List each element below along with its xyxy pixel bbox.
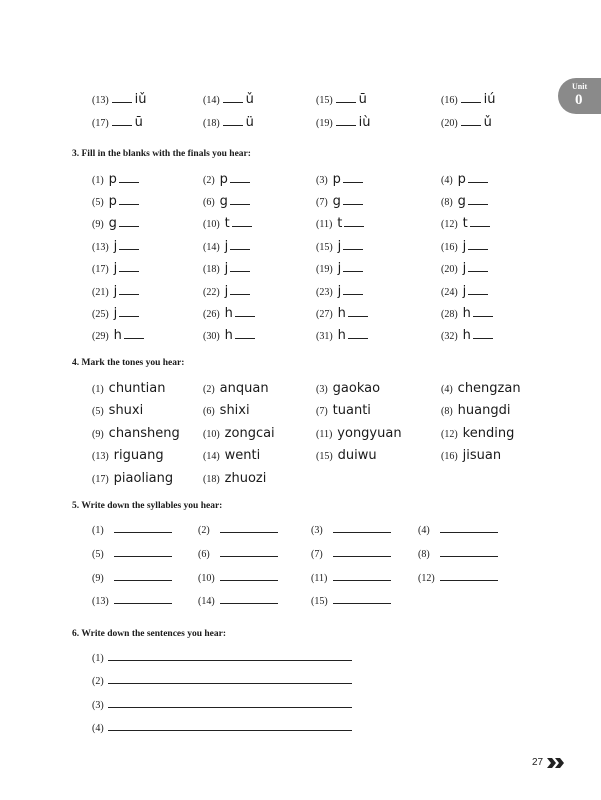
answer-item [441,115,492,131]
item-number: (22) [203,287,220,298]
fill-item [316,172,363,188]
item-initial: p [108,194,117,209]
item-number: (13) [92,451,109,462]
answer-line[interactable] [114,580,172,581]
section-5-heading: 5. Write down the syllables you hear: [72,501,223,511]
fill-item [203,194,250,210]
fill-item [203,306,255,322]
item-number: (9) [92,429,104,440]
item-pinyin: piaoliang [113,471,174,486]
answer-blank[interactable] [230,249,250,250]
item-number: (5) [92,406,104,417]
tone-item[interactable] [203,426,275,442]
fill-item [203,239,250,255]
item-number: (31) [316,331,333,342]
item-number: (17) [92,118,109,129]
item-number: (14) [203,242,220,253]
answer-blank[interactable] [232,226,252,227]
unit-number: 0 [575,92,583,108]
answer-line[interactable] [220,603,278,604]
sentence-item [92,697,352,713]
answer-blank[interactable] [336,102,356,103]
item-pinyin: zongcai [224,426,275,441]
item-initial: j [113,261,118,276]
fill-item [441,328,493,344]
answer-line[interactable] [220,556,278,557]
item-number: (7) [311,549,323,560]
item-number: (29) [92,331,109,342]
fill-item [316,306,368,322]
item-number: (15) [316,451,333,462]
answer-blank[interactable] [343,182,363,183]
item-initial: j [113,306,118,321]
item-number: (28) [441,309,458,320]
answer-item [92,92,147,108]
tone-item[interactable] [92,403,143,419]
item-initial: j [462,284,467,299]
answer-blank[interactable] [112,102,132,103]
item-initial: j [337,261,342,276]
item-final: iù [358,115,371,130]
answer-item [441,92,496,108]
item-number: (11) [316,219,333,230]
item-number: (12) [441,219,458,230]
tone-item[interactable] [92,471,173,487]
fill-item [441,284,488,300]
item-number: (2) [203,175,215,186]
answer-blank[interactable] [119,204,139,205]
tone-item[interactable] [92,448,164,464]
item-initial: g [457,194,466,209]
answer-blank[interactable] [235,338,255,339]
item-final: ǔ [483,115,492,130]
tone-item[interactable] [316,448,377,464]
section-4-heading: 4. Mark the tones you hear: [72,358,185,368]
item-initial: j [462,261,467,276]
answer-blank[interactable] [223,125,243,126]
item-final: ü [245,115,254,130]
item-number: (10) [203,429,220,440]
item-number: (15) [311,596,328,607]
item-number: (14) [203,95,220,106]
answer-line[interactable] [440,556,498,557]
fill-item [92,194,139,210]
syllable-item [311,593,391,609]
item-initial: g [108,216,117,231]
item-initial: j [224,239,229,254]
item-number: (16) [441,451,458,462]
item-final: ū [358,92,367,107]
fill-item [203,328,255,344]
fill-item [92,284,139,300]
answer-blank[interactable] [124,338,144,339]
section-6-heading: 6. Write down the sentences you hear: [72,629,227,639]
item-number: (10) [203,219,220,230]
answer-blank[interactable] [344,226,364,227]
fill-item [316,261,363,277]
answer-blank[interactable] [223,102,243,103]
answer-blank[interactable] [119,271,139,272]
item-number: (4) [441,384,453,395]
tone-item[interactable] [316,426,402,442]
item-number: (30) [203,331,220,342]
item-pinyin: shuxi [108,403,144,418]
item-number: (2) [203,384,215,395]
item-pinyin: huangdi [457,403,511,418]
answer-line[interactable] [333,556,391,557]
item-pinyin: zhuozi [224,471,267,486]
item-pinyin: shixi [219,403,250,418]
tone-item[interactable] [441,448,501,464]
page-number: 27 [532,757,544,768]
item-number: (6) [203,406,215,417]
item-number: (19) [316,118,333,129]
answer-item [316,92,367,108]
item-number: (2) [92,676,104,687]
item-initial: p [332,172,341,187]
fill-item [441,194,488,210]
item-number: (24) [441,287,458,298]
item-number: (17) [92,474,109,485]
item-number: (2) [198,525,210,536]
item-number: (1) [92,525,104,536]
item-number: (7) [316,197,328,208]
fill-item [316,284,363,300]
answer-line[interactable] [114,603,172,604]
item-number: (18) [203,264,220,275]
answer-blank[interactable] [348,316,368,317]
item-initial: h [337,328,346,343]
fill-item [441,261,488,277]
item-pinyin: kending [462,426,515,441]
item-number: (16) [441,242,458,253]
answer-blank[interactable] [230,271,250,272]
syllable-item [198,522,278,538]
item-number: (12) [418,573,435,584]
answer-blank[interactable] [119,294,139,295]
item-initial: h [224,306,233,321]
fill-item [203,261,250,277]
item-number: (4) [418,525,430,536]
fill-item [92,239,139,255]
item-initial: h [462,328,471,343]
answer-blank[interactable] [112,125,132,126]
fill-item [316,194,363,210]
answer-line[interactable] [440,532,498,533]
item-initial: j [113,239,118,254]
answer-line[interactable] [114,532,172,533]
item-pinyin: wenti [224,448,261,463]
item-number: (13) [92,242,109,253]
tone-item[interactable] [203,403,250,419]
answer-blank[interactable] [235,316,255,317]
item-pinyin: anquan [219,381,269,396]
item-number: (8) [441,406,453,417]
item-final: ū [134,115,143,130]
tone-item[interactable] [92,426,180,442]
unit-tab [558,78,601,114]
item-number: (20) [441,264,458,275]
answer-line[interactable] [333,580,391,581]
item-final: ǔ [245,92,254,107]
tone-item[interactable] [203,448,260,464]
fill-item [316,239,363,255]
item-number: (25) [92,309,109,320]
sentence-item [92,720,352,736]
item-pinyin: yongyuan [337,426,402,441]
item-pinyin: chengzan [457,381,521,396]
item-number: (1) [92,653,104,664]
syllable-item [311,522,391,538]
answer-blank[interactable] [343,294,363,295]
item-initial: p [219,172,228,187]
answer-blank[interactable] [230,204,250,205]
answer-blank[interactable] [461,102,481,103]
fill-item [92,328,144,344]
item-initial: h [224,328,233,343]
unit-label: Unit [572,82,588,91]
fill-item [203,284,250,300]
item-number: (17) [92,264,109,275]
tone-item[interactable] [92,381,165,397]
section-3-heading: 3. Fill in the blanks with the finals you hear: [72,149,251,159]
syllable-item [92,570,172,586]
syllable-item [198,546,278,562]
answer-line[interactable] [220,532,278,533]
item-initial: h [462,306,471,321]
syllable-item [92,546,172,562]
fill-item [92,172,139,188]
fill-item [92,216,139,232]
answer-line[interactable] [108,707,352,708]
syllable-item [311,570,391,586]
fill-item [203,216,252,232]
item-number: (4) [92,723,104,734]
item-number: (3) [316,384,328,395]
fill-item [203,172,250,188]
item-number: (32) [441,331,458,342]
item-number: (3) [92,700,104,711]
item-initial: t [462,216,468,231]
item-pinyin: jisuan [462,448,502,463]
answer-blank[interactable] [119,226,139,227]
answer-item [203,92,254,108]
item-number: (8) [441,197,453,208]
item-initial: t [224,216,230,231]
answer-blank[interactable] [119,249,139,250]
fill-item [441,216,490,232]
item-number: (16) [441,95,458,106]
answer-item [203,115,254,131]
answer-line[interactable] [220,580,278,581]
item-number: (3) [316,175,328,186]
fill-item [316,216,364,232]
item-initial: j [462,239,467,254]
item-number: (27) [316,309,333,320]
item-final: iǔ [134,92,147,107]
syllable-item [418,570,498,586]
answer-blank[interactable] [343,249,363,250]
item-number: (9) [92,219,104,230]
item-number: (11) [311,573,328,584]
answer-line[interactable] [108,730,352,731]
fill-item [92,261,139,277]
item-pinyin: chuntian [108,381,166,396]
fill-item [441,239,488,255]
item-number: (13) [92,95,109,106]
fill-item [316,328,368,344]
answer-blank[interactable] [473,316,493,317]
item-number: (1) [92,384,104,395]
item-number: (5) [92,197,104,208]
answer-item [92,115,143,131]
item-number: (15) [316,95,333,106]
syllable-item [92,593,172,609]
answer-item [316,115,371,131]
sentence-item [92,650,352,666]
item-number: (18) [203,474,220,485]
item-number: (19) [316,264,333,275]
item-number: (8) [418,549,430,560]
item-initial: p [457,172,466,187]
item-pinyin: chansheng [108,426,180,441]
item-number: (18) [203,118,220,129]
answer-blank[interactable] [470,226,490,227]
answer-line[interactable] [114,556,172,557]
answer-blank[interactable] [468,249,488,250]
item-number: (1) [92,175,104,186]
item-pinyin: riguang [113,448,164,463]
item-number: (5) [92,549,104,560]
item-number: (26) [203,309,220,320]
item-number: (6) [203,197,215,208]
syllable-item [418,522,498,538]
answer-blank[interactable] [336,125,356,126]
answer-blank[interactable] [461,125,481,126]
item-number: (20) [441,118,458,129]
answer-blank[interactable] [468,294,488,295]
item-number: (14) [198,596,215,607]
item-initial: j [337,284,342,299]
tone-item[interactable] [441,403,510,419]
item-number: (14) [203,451,220,462]
item-number: (6) [198,549,210,560]
answer-line[interactable] [333,532,391,533]
item-initial: p [108,172,117,187]
syllable-item [198,570,278,586]
item-number: (9) [92,573,104,584]
syllable-item [311,546,391,562]
answer-blank[interactable] [473,338,493,339]
item-initial: j [224,284,229,299]
item-number: (13) [92,596,109,607]
tone-item[interactable] [441,426,514,442]
item-initial: g [219,194,228,209]
item-initial: j [337,239,342,254]
tone-item[interactable] [441,381,521,397]
item-initial: j [224,261,229,276]
syllable-item [92,522,172,538]
item-number: (12) [441,429,458,440]
answer-line[interactable] [108,660,352,661]
answer-blank[interactable] [343,271,363,272]
item-number: (23) [316,287,333,298]
fill-item [92,306,139,322]
syllable-item [418,546,498,562]
item-number: (3) [311,525,323,536]
item-number: (11) [316,429,333,440]
answer-line[interactable] [333,603,391,604]
answer-blank[interactable] [468,204,488,205]
item-pinyin: gaokao [332,381,381,396]
fill-item [441,172,488,188]
item-initial: t [337,216,343,231]
item-pinyin: tuanti [332,403,371,418]
item-number: (15) [316,242,333,253]
item-number: (4) [441,175,453,186]
answer-blank[interactable] [230,182,250,183]
answer-blank[interactable] [343,204,363,205]
item-initial: j [113,284,118,299]
item-initial: h [337,306,346,321]
item-number: (10) [198,573,215,584]
double-chevron-right-icon [547,758,565,768]
sentence-item [92,673,352,689]
item-initial: h [113,328,122,343]
item-initial: g [332,194,341,209]
answer-blank[interactable] [119,316,139,317]
answer-blank[interactable] [468,182,488,183]
answer-line[interactable] [108,683,352,684]
tone-item[interactable] [316,381,380,397]
answer-blank[interactable] [348,338,368,339]
answer-blank[interactable] [119,182,139,183]
item-number: (7) [316,406,328,417]
tone-item[interactable] [203,471,266,487]
fill-item [441,306,493,322]
item-number: (21) [92,287,109,298]
answer-line[interactable] [440,580,498,581]
tone-item[interactable] [203,381,269,397]
item-final: iú [483,92,496,107]
tone-item[interactable] [316,403,371,419]
syllable-item [198,593,278,609]
answer-blank[interactable] [468,271,488,272]
item-pinyin: duiwu [337,448,377,463]
answer-blank[interactable] [230,294,250,295]
